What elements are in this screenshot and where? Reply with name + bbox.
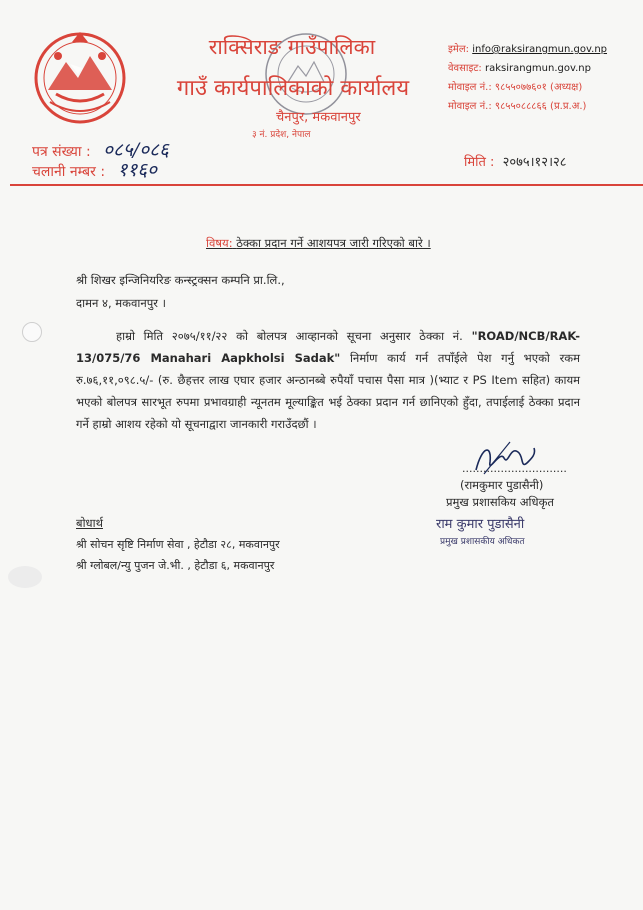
chalani-value: ११६० bbox=[117, 159, 158, 181]
cc-heading: बोधार्थ bbox=[76, 516, 103, 530]
cc-item: श्री सोचन सृष्टि निर्माण सेवा , हेटौडा २८, मकवानपुर bbox=[76, 538, 280, 551]
email-row bbox=[448, 40, 607, 59]
stamp-title: प्रमुख प्रशासकीय अधिकत bbox=[440, 537, 525, 547]
stamp-name: राम कुमार पुडासैनी bbox=[436, 517, 525, 532]
website-link[interactable]: raksirangmun.gov.np bbox=[484, 63, 591, 74]
email-link[interactable]: info@raksirangmun.gov.np bbox=[472, 44, 607, 55]
subject-label: विषय: bbox=[206, 236, 233, 250]
patra-label: पत्र संख्या : bbox=[32, 144, 91, 160]
addressee-location: दामन ४, मकवानपुर । bbox=[76, 296, 167, 310]
contact-block bbox=[448, 40, 607, 116]
signatory-name: (रामकुमार पुडासैनी) bbox=[460, 478, 544, 492]
mobile-label-1: मोवाइल नं.: bbox=[448, 82, 492, 93]
punch-hole bbox=[8, 566, 42, 588]
body-part-2: निर्माण कार्य गर्न तपाँईले पेश गर्नु भएको रकम रु.७६,११,०९८.५/- (रु. छैहत्तर लाख एघार हजार अन्ठानब्बे रुपैयाँ पचास पैसा मात्र )(भ्याट र PS Item सहित) कायम भएको बोलपत्र सारभूत रुपमा प्रभावग्राही न्यूनतम मूल्याङ्कित भई ठेक्का प्रदान गर्न छानिएको हुँदा, तपाईलाई ठेक्का प्रदान गर्ने हाम्रो आशय रहेको यो सूचनाद्वारा जानकारी गराउँदछौं । bbox=[76, 351, 581, 431]
chalani-number bbox=[32, 156, 157, 182]
date-value: २०७५।१२।२८ bbox=[502, 155, 567, 170]
mobile-number-2: ९८५५०८८८६६ (प्र.प्र.अ.) bbox=[494, 101, 587, 112]
mobile-number-1: ९८५५०७७६०१ (अध्यक्ष) bbox=[494, 82, 583, 93]
patra-value: ०८५/०८६ bbox=[103, 139, 169, 161]
mobile-label-2: मोवाइल नं.: bbox=[448, 101, 492, 112]
nepal-emblem-logo bbox=[28, 28, 132, 128]
chalani-label: चलानी नम्बर : bbox=[32, 164, 106, 180]
signatory-title: प्रमुख प्रशासकिय अधिकृत bbox=[446, 495, 554, 509]
punch-hole bbox=[22, 322, 42, 342]
cc-item: श्री ग्लोबल/न्यु पुजन जे.भी. , हेटौडा ६, मकवानपुर bbox=[76, 559, 275, 572]
mobile-row-2 bbox=[448, 97, 607, 116]
subject-line bbox=[206, 236, 431, 251]
letter-body bbox=[76, 325, 580, 435]
mobile-row-1 bbox=[448, 78, 607, 97]
date-label: मिति : bbox=[464, 155, 495, 170]
office-name: गाउँ कार्यपालिकाको कार्यालय bbox=[176, 76, 410, 101]
header-divider bbox=[10, 184, 643, 186]
email-label: इमेल: bbox=[448, 44, 470, 55]
website-row bbox=[448, 59, 607, 78]
office-address: चैनपुर, मकवानपुर bbox=[276, 110, 361, 125]
letter-date bbox=[464, 152, 567, 170]
province-line: ३ नं. प्रदेश, नेपाल bbox=[252, 130, 311, 140]
subject-text: ठेक्का प्रदान गर्ने आशयपत्र जारी गरिएको बारे । bbox=[236, 236, 431, 250]
municipality-name: राक्सिराङ गाउँपालिका bbox=[208, 35, 376, 59]
addressee-name: श्री शिखर इन्जिनियरिङ कन्स्ट्रक्सन कम्पनि प्रा.लि., bbox=[76, 273, 285, 287]
signature-line: .............................. bbox=[462, 462, 567, 475]
contract-number: "ROAD/NCB/RAK-13/075/76 Manahari Aapkholsi Sadak" bbox=[76, 329, 581, 365]
body-part-1: हाम्रो मिति २०७५/११/२२ को बोलपत्र आव्हानको सूचना अनुसार ठेक्का नं. bbox=[116, 329, 463, 343]
website-label: वेवसाइट: bbox=[448, 63, 482, 74]
